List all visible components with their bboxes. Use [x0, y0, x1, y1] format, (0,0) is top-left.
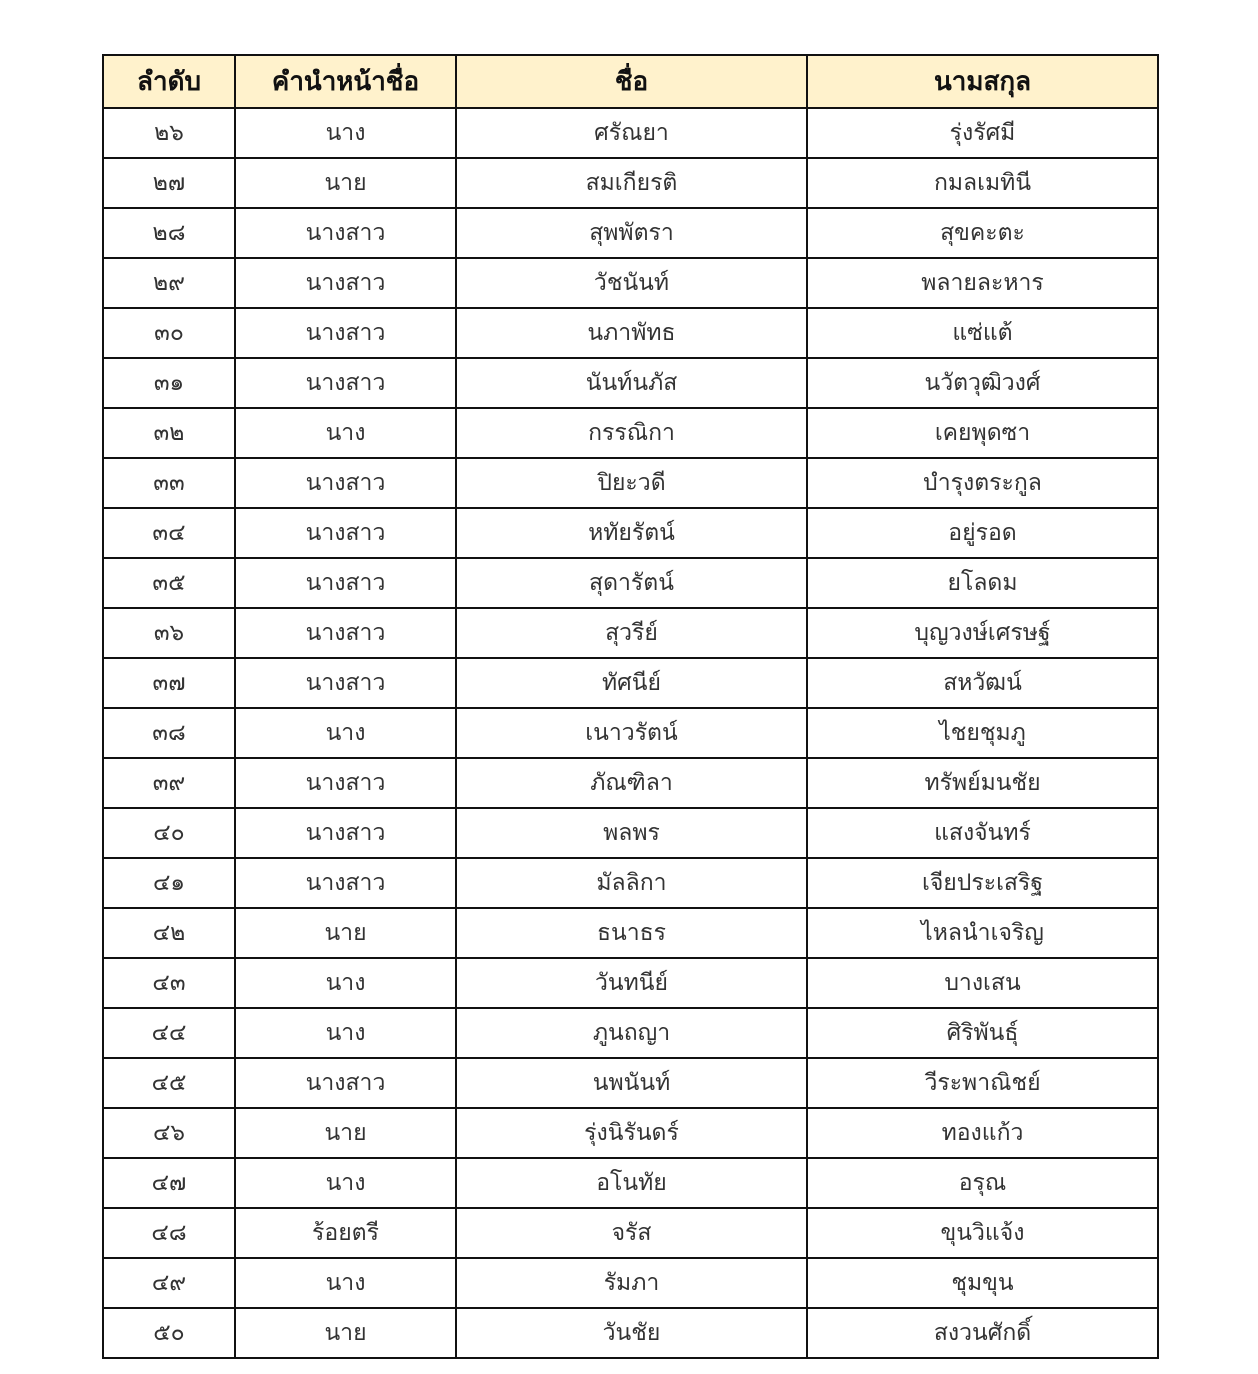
cell-order: ๔๗	[103, 1158, 235, 1208]
cell-last-name: แสงจันทร์	[807, 808, 1158, 858]
cell-order: ๔๑	[103, 858, 235, 908]
table-row	[103, 558, 1158, 608]
cell-first-name: นันท์นภัส	[456, 358, 807, 408]
cell-order: ๓๓	[103, 458, 235, 508]
cell-title: นางสาว	[235, 558, 456, 608]
header-row	[103, 55, 1158, 108]
table-row	[103, 458, 1158, 508]
table-row	[103, 258, 1158, 308]
cell-title: นางสาว	[235, 508, 456, 558]
cell-first-name: ภัณฑิลา	[456, 758, 807, 808]
cell-first-name: สมเกียรติ	[456, 158, 807, 208]
column-header-first-name: ชื่อ	[456, 55, 807, 108]
table-row	[103, 958, 1158, 1008]
table-row	[103, 308, 1158, 358]
column-header-title: คำนำหน้าชื่อ	[235, 55, 456, 108]
cell-last-name: เจียประเสริฐ	[807, 858, 1158, 908]
cell-last-name: อรุณ	[807, 1158, 1158, 1208]
cell-first-name: ภูนถญา	[456, 1008, 807, 1058]
cell-first-name: อโนทัย	[456, 1158, 807, 1208]
cell-order: ๔๖	[103, 1108, 235, 1158]
table-row	[103, 158, 1158, 208]
cell-order: ๒๙	[103, 258, 235, 308]
cell-last-name: ขุนวิแจ้ง	[807, 1208, 1158, 1258]
cell-first-name: ธนาธร	[456, 908, 807, 958]
cell-first-name: นภาพัทธ	[456, 308, 807, 358]
cell-first-name: มัลลิกา	[456, 858, 807, 908]
cell-last-name: สหวัฒน์	[807, 658, 1158, 708]
cell-first-name: รุ่งนิรันดร์	[456, 1108, 807, 1158]
cell-last-name: สงวนศักดิ์	[807, 1308, 1158, 1358]
cell-title: นาง	[235, 108, 456, 158]
cell-order: ๓๕	[103, 558, 235, 608]
name-list-sheet	[102, 54, 1157, 1359]
cell-order: ๓๘	[103, 708, 235, 758]
cell-first-name: ศรัณยา	[456, 108, 807, 158]
cell-first-name: จรัส	[456, 1208, 807, 1258]
cell-title: นางสาว	[235, 658, 456, 708]
cell-last-name: ไหลนำเจริญ	[807, 908, 1158, 958]
cell-last-name: บำรุงตระกูล	[807, 458, 1158, 508]
cell-order: ๔๘	[103, 1208, 235, 1258]
cell-first-name: กรรณิกา	[456, 408, 807, 458]
table-row	[103, 208, 1158, 258]
cell-last-name: เคยพุดซา	[807, 408, 1158, 458]
table-row	[103, 1208, 1158, 1258]
table-row	[103, 908, 1158, 958]
table-row	[103, 508, 1158, 558]
cell-order: ๓๔	[103, 508, 235, 558]
cell-title: นางสาว	[235, 358, 456, 408]
table-row	[103, 108, 1158, 158]
table-body	[103, 108, 1158, 1358]
cell-title: นาง	[235, 408, 456, 458]
cell-first-name: วันทนีย์	[456, 958, 807, 1008]
table-row	[103, 758, 1158, 808]
cell-first-name: วันชัย	[456, 1308, 807, 1358]
cell-first-name: สุดารัตน์	[456, 558, 807, 608]
cell-title: นางสาว	[235, 858, 456, 908]
cell-last-name: ไชยชุมภู	[807, 708, 1158, 758]
table-row	[103, 1258, 1158, 1308]
cell-last-name: พลายละหาร	[807, 258, 1158, 308]
cell-first-name: พลพร	[456, 808, 807, 858]
cell-order: ๓๑	[103, 358, 235, 408]
cell-title: นาง	[235, 708, 456, 758]
cell-order: ๔๓	[103, 958, 235, 1008]
cell-last-name: กมลเมทินี	[807, 158, 1158, 208]
column-header-last-name: นามสกุล	[807, 55, 1158, 108]
cell-first-name: ปิยะวดี	[456, 458, 807, 508]
cell-last-name: แซ่แต้	[807, 308, 1158, 358]
cell-last-name: ทรัพย์มนชัย	[807, 758, 1158, 808]
cell-first-name: นพนันท์	[456, 1058, 807, 1108]
table-row	[103, 608, 1158, 658]
cell-title: นางสาว	[235, 308, 456, 358]
cell-last-name: บุญวงษ์เศรษฐ์	[807, 608, 1158, 658]
cell-order: ๔๕	[103, 1058, 235, 1108]
table-header	[103, 55, 1158, 108]
cell-title: นางสาว	[235, 608, 456, 658]
cell-order: ๓๙	[103, 758, 235, 808]
cell-order: ๕๐	[103, 1308, 235, 1358]
cell-order: ๓๐	[103, 308, 235, 358]
cell-order: ๒๖	[103, 108, 235, 158]
cell-title: นาย	[235, 1108, 456, 1158]
table-row	[103, 1158, 1158, 1208]
cell-order: ๓๖	[103, 608, 235, 658]
cell-last-name: สุขคะตะ	[807, 208, 1158, 258]
cell-last-name: อยู่รอด	[807, 508, 1158, 558]
cell-title: นางสาว	[235, 458, 456, 508]
name-list-table	[102, 54, 1159, 1359]
cell-first-name: สุพพัตรา	[456, 208, 807, 258]
cell-title: นางสาว	[235, 1058, 456, 1108]
cell-title: นาย	[235, 158, 456, 208]
cell-last-name: ยโลดม	[807, 558, 1158, 608]
table-row	[103, 708, 1158, 758]
cell-title: นางสาว	[235, 758, 456, 808]
table-row	[103, 808, 1158, 858]
cell-title: นาย	[235, 908, 456, 958]
cell-order: ๓๒	[103, 408, 235, 458]
table-row	[103, 408, 1158, 458]
cell-title: นาย	[235, 1308, 456, 1358]
cell-order: ๒๗	[103, 158, 235, 208]
cell-last-name: วีระพาณิชย์	[807, 1058, 1158, 1108]
table-row	[103, 1108, 1158, 1158]
cell-order: ๔๒	[103, 908, 235, 958]
cell-last-name: นวัตวุฒิวงศ์	[807, 358, 1158, 408]
cell-title: นาง	[235, 1258, 456, 1308]
cell-order: ๒๘	[103, 208, 235, 258]
table-row	[103, 1058, 1158, 1108]
table-row	[103, 658, 1158, 708]
table-row	[103, 1308, 1158, 1358]
cell-first-name: หทัยรัตน์	[456, 508, 807, 558]
cell-last-name: ชุมขุน	[807, 1258, 1158, 1308]
cell-title: นางสาว	[235, 208, 456, 258]
table-row	[103, 1008, 1158, 1058]
column-header-order: ลำดับ	[103, 55, 235, 108]
cell-first-name: รัมภา	[456, 1258, 807, 1308]
cell-title: นางสาว	[235, 808, 456, 858]
cell-last-name: ทองแก้ว	[807, 1108, 1158, 1158]
cell-order: ๔๐	[103, 808, 235, 858]
cell-order: ๔๙	[103, 1258, 235, 1308]
cell-first-name: วัชนันท์	[456, 258, 807, 308]
cell-title: นาง	[235, 958, 456, 1008]
cell-last-name: บางเสน	[807, 958, 1158, 1008]
cell-order: ๓๗	[103, 658, 235, 708]
cell-title: นางสาว	[235, 258, 456, 308]
cell-first-name: ทัศนีย์	[456, 658, 807, 708]
cell-title: นาง	[235, 1158, 456, 1208]
cell-first-name: เนาวรัตน์	[456, 708, 807, 758]
cell-last-name: ศิริพันธุ์	[807, 1008, 1158, 1058]
cell-title: ร้อยตรี	[235, 1208, 456, 1258]
cell-last-name: รุ่งรัศมี	[807, 108, 1158, 158]
table-row	[103, 858, 1158, 908]
cell-first-name: สุวรีย์	[456, 608, 807, 658]
table-row	[103, 358, 1158, 408]
cell-order: ๔๔	[103, 1008, 235, 1058]
cell-title: นาง	[235, 1008, 456, 1058]
